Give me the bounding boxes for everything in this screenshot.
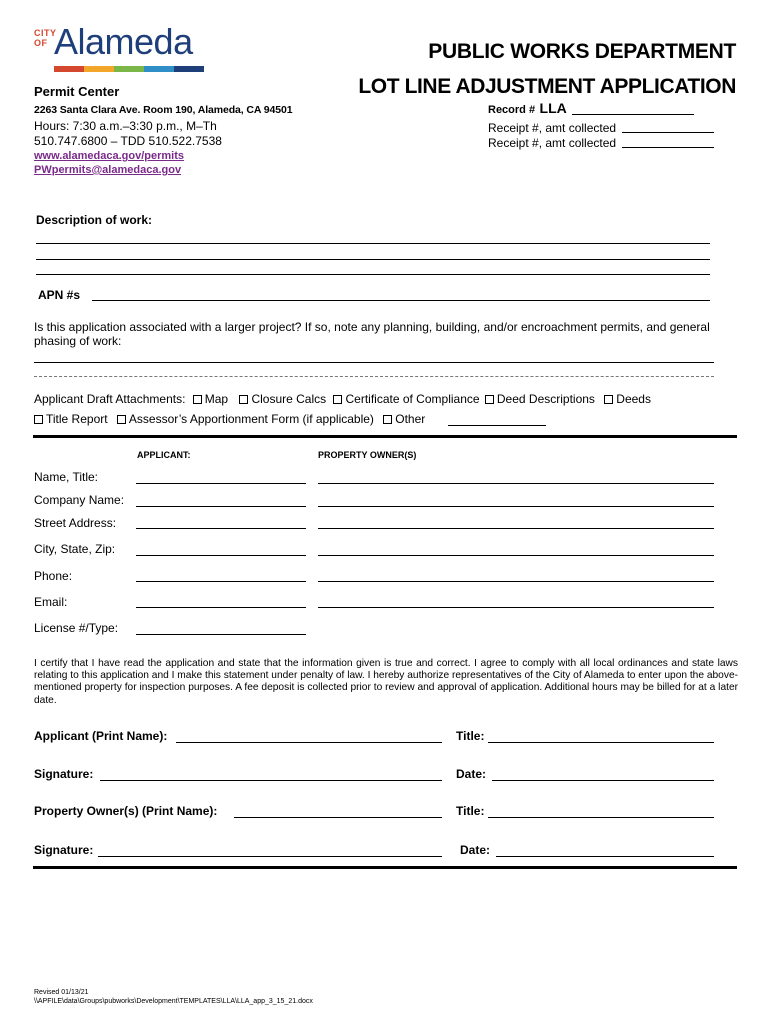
applicant-date-label: Date: bbox=[456, 767, 487, 781]
department-title: PUBLIC WORKS DEPARTMENT bbox=[428, 40, 736, 63]
field-label-street: Street Address: bbox=[34, 516, 117, 530]
apn-label: APN #s bbox=[38, 288, 81, 302]
receipt-line-2 bbox=[622, 147, 714, 148]
owner-city-line[interactable] bbox=[318, 555, 714, 556]
office-phone: 510.747.6800 – TDD 510.522.7538 bbox=[34, 134, 222, 148]
logo-bar bbox=[54, 66, 84, 72]
office-hours: Hours: 7:30 a.m.–3:30 p.m., M–Th bbox=[34, 119, 217, 133]
owner-title-label: Title: bbox=[456, 804, 485, 818]
record-number-field[interactable] bbox=[488, 100, 738, 116]
logo-bar bbox=[114, 66, 144, 72]
checkbox[interactable] bbox=[193, 395, 202, 404]
description-label: Description of work: bbox=[36, 213, 153, 227]
owner-phone-line[interactable] bbox=[318, 581, 714, 582]
attachment-closure-calcs[interactable]: Closure Calcs bbox=[239, 392, 326, 406]
email-link[interactable]: PWpermits@alamedaca.gov bbox=[34, 164, 182, 176]
field-label-name: Name, Title: bbox=[34, 470, 99, 484]
owner-print-line[interactable] bbox=[234, 817, 442, 818]
owner-street-line[interactable] bbox=[318, 528, 714, 529]
attachment-title-report[interactable]: Title Report bbox=[34, 412, 108, 426]
attachment-deeds[interactable]: Deeds bbox=[604, 392, 651, 406]
section-divider-1 bbox=[33, 435, 737, 438]
city-logo bbox=[32, 21, 208, 76]
owner-print-label: Property Owner(s) (Print Name): bbox=[34, 804, 218, 818]
other-line[interactable] bbox=[448, 425, 546, 426]
certification-text: I certify that I have read the application and state that the information given is true and correct. I agree to comply with all local ordinances and state laws relating to this application and I make this statement under penalty of law. I hereby authorize representatives of the City of Alameda to enter upon the above-mentioned property for inspection purposes. A fee deposit is collected prior to review and approval of application. Additional hours may be billed for at a later date. bbox=[34, 658, 738, 706]
record-label: Record # bbox=[488, 104, 536, 116]
applicant-license-line[interactable] bbox=[136, 634, 306, 635]
logo-bar bbox=[174, 66, 204, 72]
website-link[interactable]: www.alamedaca.gov/permits bbox=[34, 150, 184, 162]
receipt-line-1 bbox=[622, 132, 714, 133]
applicant-street-line[interactable] bbox=[136, 528, 306, 529]
logo-name: Alameda bbox=[54, 21, 193, 62]
applicant-email-line[interactable] bbox=[136, 607, 306, 608]
owner-signature-line[interactable] bbox=[98, 856, 442, 857]
record-prefix: LLA bbox=[539, 100, 567, 116]
description-line-1[interactable] bbox=[36, 243, 710, 244]
applicant-city-line[interactable] bbox=[136, 555, 306, 556]
field-label-city: City, State, Zip: bbox=[34, 542, 116, 556]
applicant-print-line[interactable] bbox=[176, 742, 442, 743]
owner-name-line[interactable] bbox=[318, 483, 714, 484]
attachments-row-2 bbox=[34, 412, 425, 426]
owner-title-line[interactable] bbox=[488, 817, 714, 818]
owner-header: PROPERTY OWNER(S) bbox=[318, 450, 417, 460]
owner-email-line[interactable] bbox=[318, 607, 714, 608]
owner-date-label: Date: bbox=[460, 843, 491, 857]
applicant-print-label: Applicant (Print Name): bbox=[34, 729, 168, 743]
applicant-name-line[interactable] bbox=[136, 483, 306, 484]
applicant-phone-line[interactable] bbox=[136, 581, 306, 582]
checkbox[interactable] bbox=[239, 395, 248, 404]
logo-city-text: CITY OF bbox=[34, 28, 57, 48]
form-title: LOT LINE ADJUSTMENT APPLICATION bbox=[358, 75, 736, 98]
field-label-license: License #/Type: bbox=[34, 621, 119, 635]
field-label-phone: Phone: bbox=[34, 569, 73, 583]
file-path: \\APFILE\data\Groups\pubworks\Development\TEMPLATES\LLA\LLA_app_3_15_21.docx bbox=[34, 998, 313, 1005]
logo-bar bbox=[144, 66, 174, 72]
description-line-2[interactable] bbox=[36, 259, 710, 260]
applicant-signature-label: Signature: bbox=[34, 767, 94, 781]
section-divider-2 bbox=[33, 866, 737, 869]
receipt-label-2: Receipt #, amt collected bbox=[488, 136, 617, 150]
project-question: Is this application associated with a larger project? If so, note any planning, building, and/or encroachment permits, and general phasing of work: bbox=[34, 320, 710, 348]
revised-date: Revised 01/13/21 bbox=[34, 989, 89, 996]
checkbox[interactable] bbox=[383, 415, 392, 424]
permit-center-label: Permit Center bbox=[34, 84, 120, 99]
logo-color-bars bbox=[54, 66, 204, 72]
project-line-1[interactable] bbox=[34, 362, 714, 363]
owner-signature-label: Signature: bbox=[34, 843, 94, 857]
description-line-3[interactable] bbox=[36, 274, 710, 275]
receipt-label-1: Receipt #, amt collected bbox=[488, 121, 617, 135]
attachment-map[interactable]: Map bbox=[193, 392, 228, 406]
checkbox[interactable] bbox=[34, 415, 43, 424]
owner-company-line[interactable] bbox=[318, 506, 714, 507]
apn-line[interactable] bbox=[92, 300, 710, 301]
receipt-field-2[interactable] bbox=[488, 134, 738, 149]
applicant-signature-line[interactable] bbox=[100, 780, 442, 781]
field-label-email: Email: bbox=[34, 595, 68, 609]
checkbox[interactable] bbox=[333, 395, 342, 404]
attachments-row-1 bbox=[34, 392, 651, 406]
project-line-2[interactable] bbox=[34, 376, 714, 377]
checkbox[interactable] bbox=[604, 395, 613, 404]
logo-bar bbox=[84, 66, 114, 72]
attachment-certificate[interactable]: Certificate of Compliance bbox=[333, 392, 479, 406]
checkbox[interactable] bbox=[485, 395, 494, 404]
attachments-label: Applicant Draft Attachments: bbox=[34, 392, 186, 406]
attachment-other[interactable]: Other bbox=[383, 412, 425, 426]
receipt-field-1[interactable] bbox=[488, 119, 738, 134]
applicant-header: APPLICANT: bbox=[137, 450, 191, 460]
record-line bbox=[572, 114, 694, 115]
applicant-title-label: Title: bbox=[456, 729, 485, 743]
office-address: 2263 Santa Clara Ave. Room 190, Alameda, CA 94501 bbox=[34, 104, 293, 116]
applicant-title-line[interactable] bbox=[488, 742, 714, 743]
attachment-deed-descriptions[interactable]: Deed Descriptions bbox=[485, 392, 595, 406]
attachment-assessor-form[interactable]: Assessor’s Apportionment Form (if applicable) bbox=[117, 412, 374, 426]
applicant-date-line[interactable] bbox=[492, 780, 714, 781]
field-label-company: Company Name: bbox=[34, 493, 125, 507]
checkbox[interactable] bbox=[117, 415, 126, 424]
owner-date-line[interactable] bbox=[496, 856, 714, 857]
applicant-company-line[interactable] bbox=[136, 506, 306, 507]
